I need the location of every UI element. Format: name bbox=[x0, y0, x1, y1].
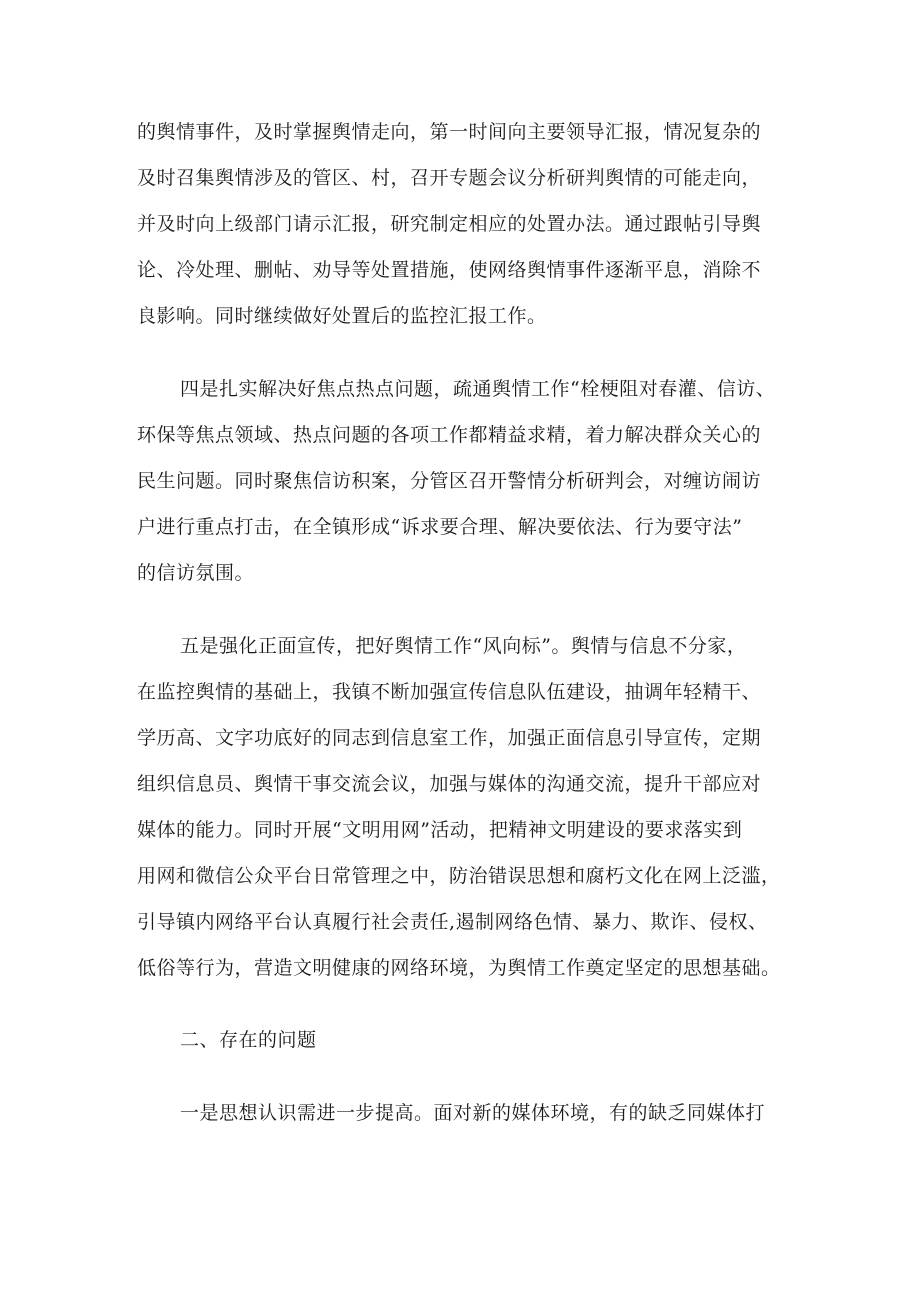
text-line: 的信访氛围。 bbox=[137, 562, 255, 584]
text-line: 组织信息员、舆情干事交流会议，加强与媒体的沟通交流，提升干部应对 bbox=[137, 773, 762, 795]
text-line: 用网和微信公众平台日常管理之中，防治错误思想和腐朽文化在网上泛滥， bbox=[137, 865, 781, 887]
text-line: 的舆情事件，及时掌握舆情走向，第一时间向主要领导汇报，情况复杂的 bbox=[137, 121, 762, 143]
text-line: 低俗等行为，营造文明健康的网络环境，为舆情工作奠定坚定的思想基础。 bbox=[137, 957, 781, 979]
text-line: 环保等焦点领域、热点问题的各项工作都精益求精，着力解决群众关心的 bbox=[137, 424, 762, 446]
text-line: 并及时向上级部门请示汇报，研究制定相应的处置办法。通过跟帖引导舆 bbox=[137, 213, 762, 235]
text-line: 引导镇内网络平台认真履行社会责任,遏制网络色情、暴力、欺诈、侵权、 bbox=[137, 911, 768, 933]
text-line: 在监控舆情的基础上，我镇不断加强宣传信息队伍建设，抽调年轻精干、 bbox=[137, 681, 762, 703]
text-line: 论、冷处理、删帖、劝导等处置措施，使网络舆情事件逐渐平息，消除不 bbox=[137, 259, 762, 281]
text-line: 良影响。同时继续做好处置后的监控汇报工作。 bbox=[137, 305, 547, 327]
text-line: 学历高、文字功底好的同志到信息室工作，加强正面信息引导宣传，定期 bbox=[137, 727, 762, 749]
section-heading: 二、存在的问题 bbox=[180, 1029, 317, 1051]
text-line: 及时召集舆情涉及的管区、村，召开专题会议分析研判舆情的可能走向， bbox=[137, 167, 762, 189]
text-line: 户进行重点打击，在全镇形成“诉求要合理、解决要依法、行为要守法” bbox=[137, 516, 743, 538]
text-line: 四是扎实解决好焦点热点问题，疏通舆情工作“栓梗阻对春灌、信访、 bbox=[180, 378, 776, 400]
text-line: 媒体的能力。同时开展“文明用网”活动，把精神文明建设的要求落实到 bbox=[137, 819, 743, 841]
text-line: 一是思想认识需进一步提高。面对新的媒体环境，有的缺乏同媒体打 bbox=[180, 1102, 766, 1124]
text-line: 民生问题。同时聚焦信访积案，分管区召开警情分析研判会，对缠访闹访 bbox=[137, 470, 762, 492]
text-line: 五是强化正面宣传，把好舆情工作“风向标”。舆情与信息不分家， bbox=[180, 635, 747, 657]
